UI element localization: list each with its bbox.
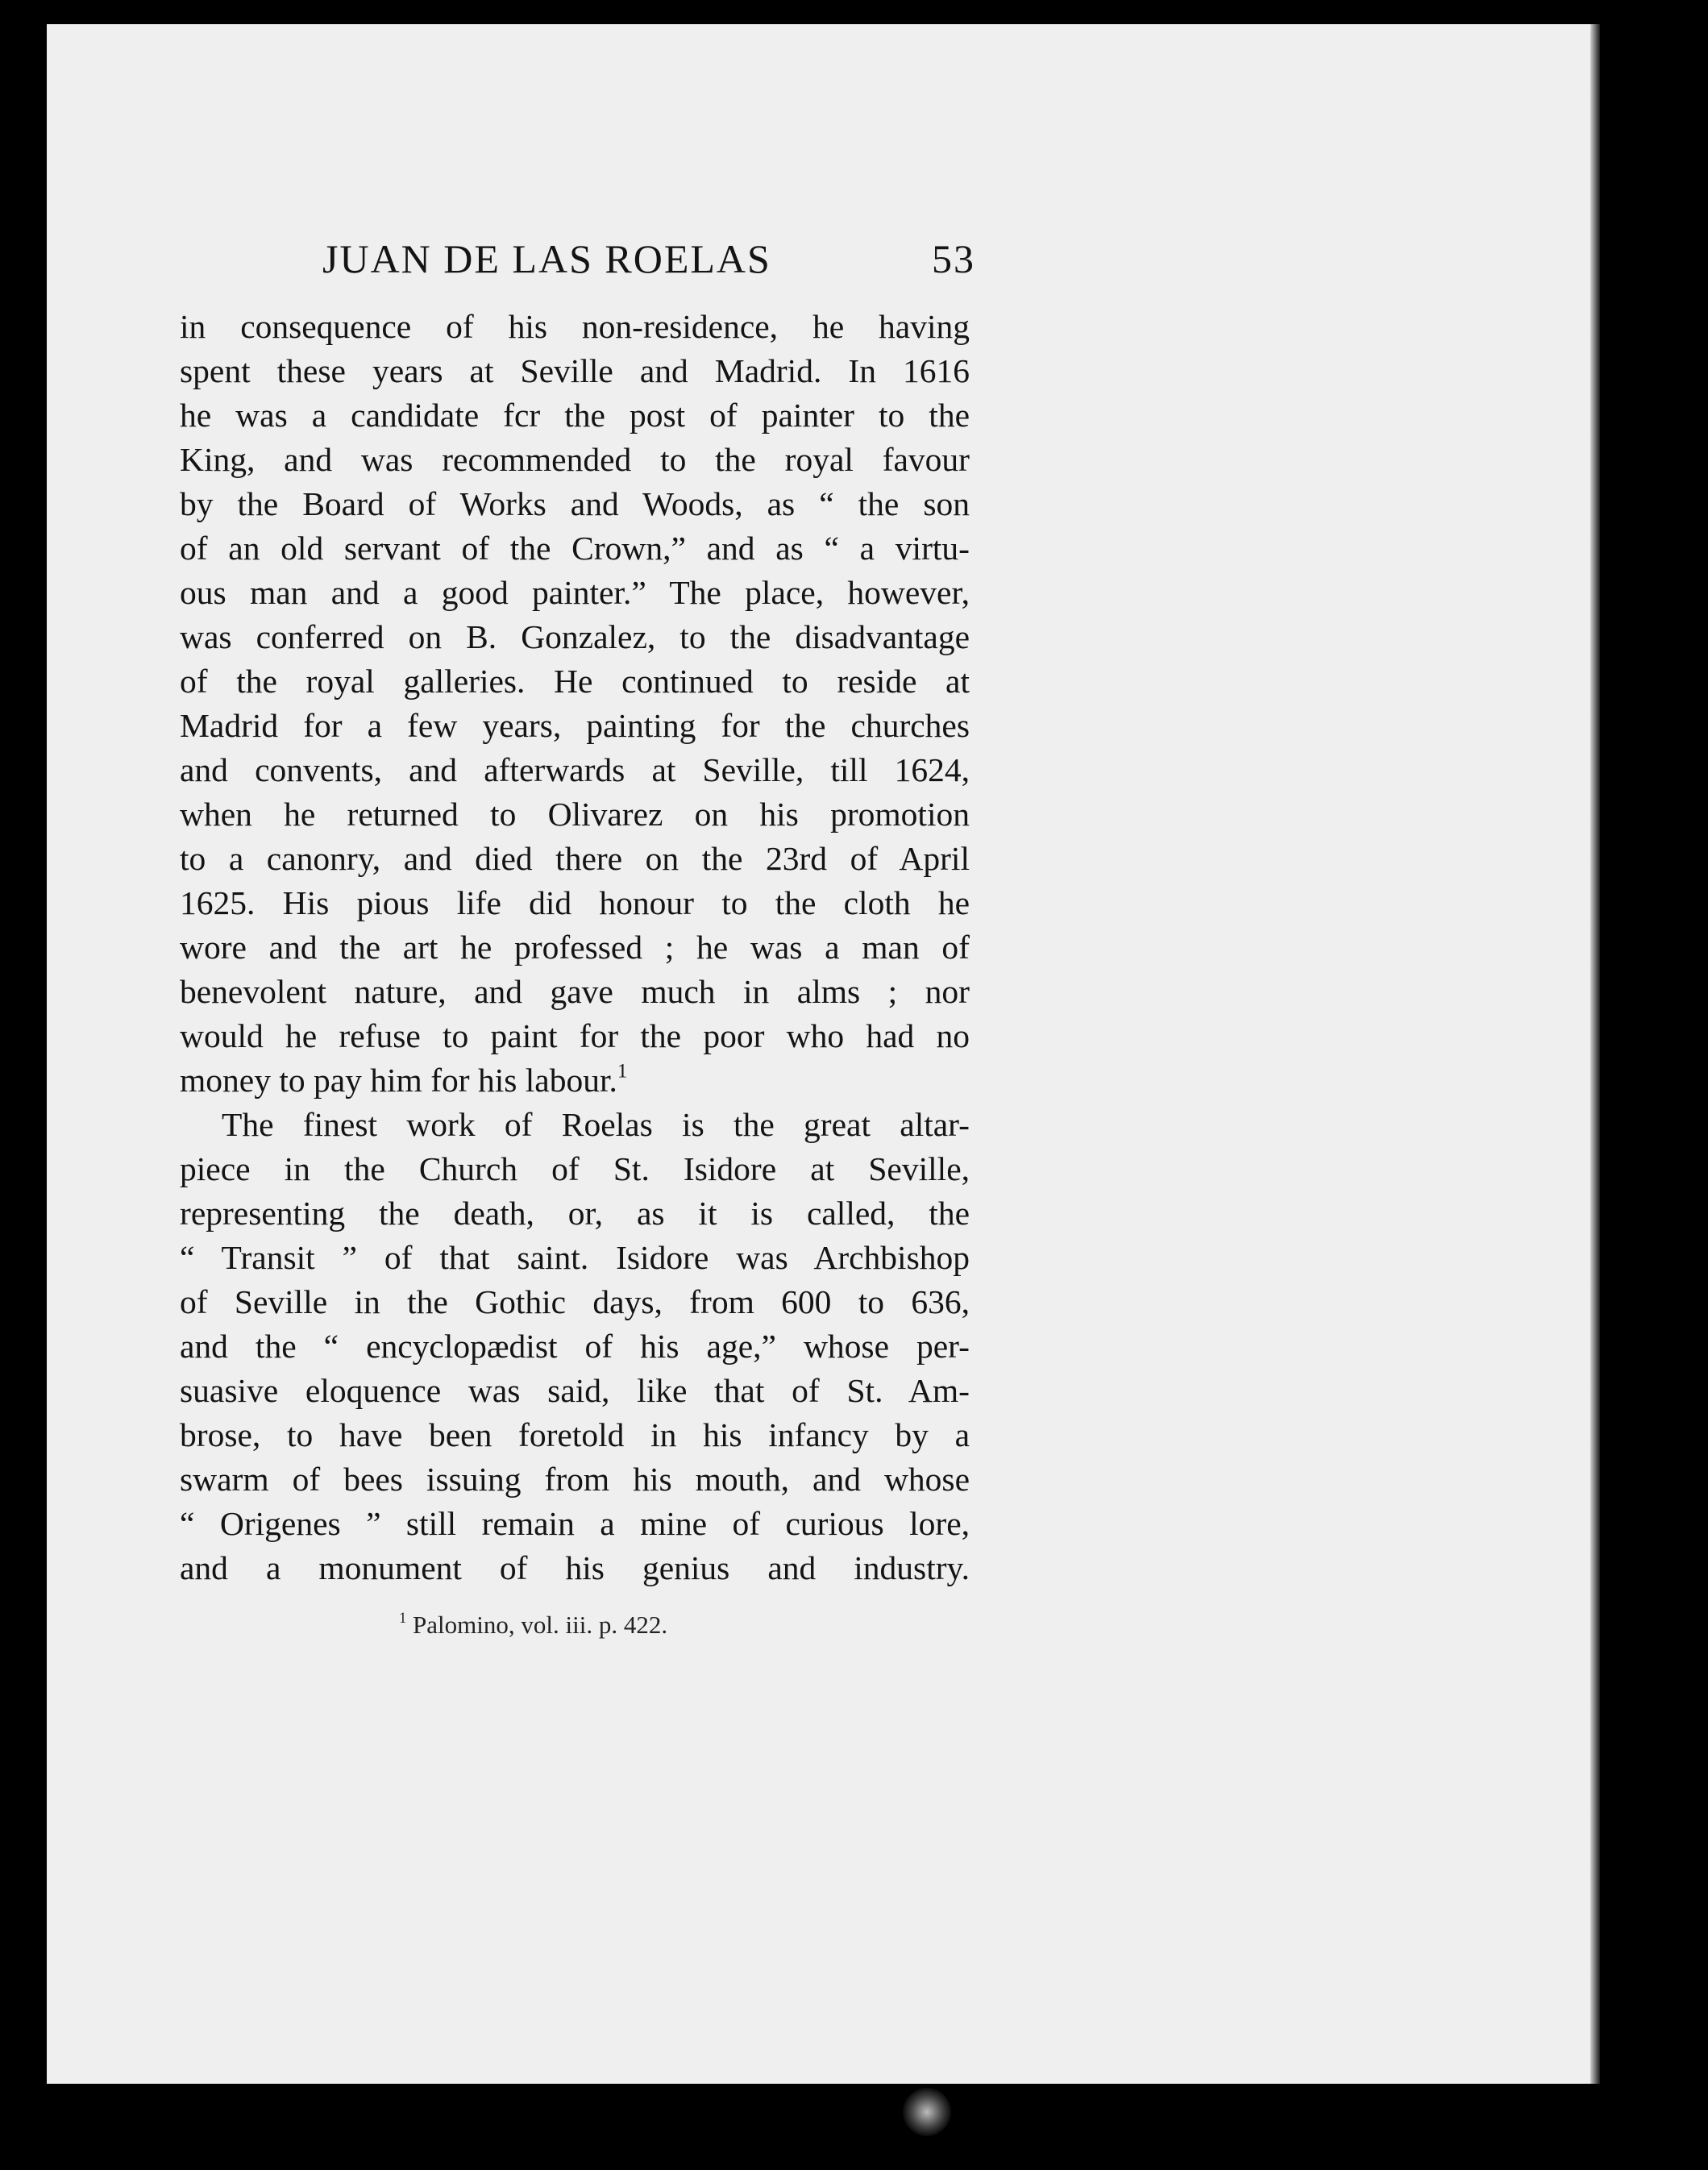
text-line: ous man and a good painter.” The place, however, [180, 574, 970, 611]
text-line: “ Transit ” of that saint. Isidore was Archbishop [180, 1239, 970, 1276]
text-line-content: money to pay him for his labour. [180, 1062, 617, 1099]
text-line: and the “ encyclopædist of his age,” whose per- [180, 1328, 970, 1365]
running-head [322, 227, 975, 292]
text-line: “ Origenes ” still remain a mine of curious lore, [180, 1505, 970, 1542]
footnote-text: Palomino, vol. iii. p. 422. [413, 1611, 668, 1639]
text-line: was conferred on B. Gonzalez, to the disadvantage [180, 618, 970, 655]
text-line: brose, to have been foretold in his infancy by a [180, 1416, 970, 1453]
text-line: The finest work of Roelas is the great altar- [222, 1106, 970, 1143]
text-line: swarm of bees issuing from his mouth, and whose [180, 1461, 970, 1498]
text-line: Madrid for a few years, painting for the churches [180, 707, 970, 744]
body-text [180, 305, 970, 1590]
text-line: when he returned to Olivarez on his promotion [180, 796, 970, 833]
text-line: piece in the Church of St. Isidore at Seville, [180, 1150, 970, 1187]
text-line: would he refuse to paint for the poor who had no [180, 1017, 970, 1054]
text-line: benevolent nature, and gave much in alms ; nor [180, 973, 970, 1010]
footnote-marker: 1 [399, 1609, 407, 1627]
running-title: JUAN DE LAS ROELAS [322, 236, 771, 281]
page-edge-shadow [1590, 24, 1600, 2084]
text-line: and a monument of his genius and industry. [180, 1549, 970, 1586]
text-line: he was a candidate fcr the post of painter to the [180, 397, 970, 434]
scan-artifact [903, 2088, 951, 2136]
page-number: 53 [932, 236, 975, 281]
text-line: 1625. His pious life did honour to the cloth he [180, 884, 970, 921]
footnote-reference: 1 [617, 1060, 628, 1083]
text-line: of the royal galleries. He continued to reside at [180, 663, 970, 700]
text-line: and convents, and afterwards at Seville, till 1624, [180, 751, 970, 788]
text-line: to a canonry, and died there on the 23rd of April [180, 840, 970, 877]
text-line: wore and the art he professed ; he was a man of [180, 929, 970, 966]
footnote [399, 1611, 667, 1640]
text-line: of an old servant of the Crown,” and as “ a virtu- [180, 530, 970, 567]
text-line: in consequence of his non-residence, he having [180, 308, 970, 345]
text-line: spent these years at Seville and Madrid. In 1616 [180, 352, 970, 389]
text-line [180, 1058, 970, 1103]
text-line: King, and was recommended to the royal favour [180, 441, 970, 478]
text-line: representing the death, or, as it is called, the [180, 1195, 970, 1232]
text-line: by the Board of Works and Woods, as “ the son [180, 485, 970, 522]
text-line: of Seville in the Gothic days, from 600 to 636, [180, 1283, 970, 1320]
text-line: suasive eloquence was said, like that of St. Am- [180, 1372, 970, 1409]
